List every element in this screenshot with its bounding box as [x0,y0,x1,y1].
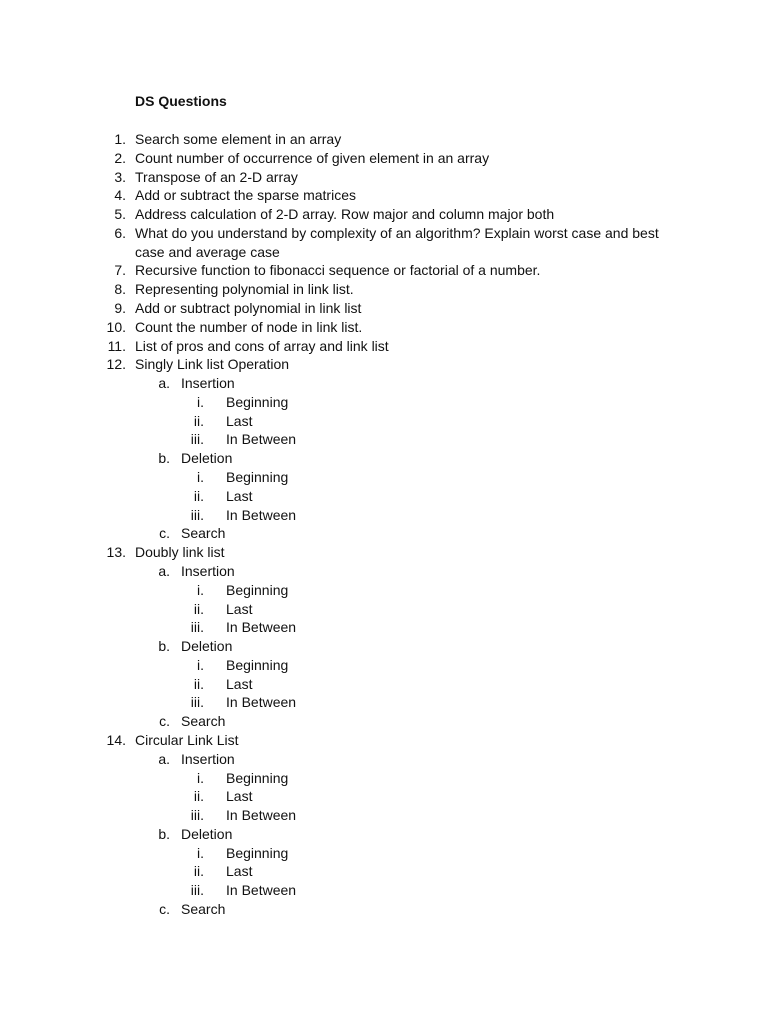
list-item-text: Doubly link list [135,544,225,561]
list-item-text: Beginning [226,844,289,861]
list-marker: ii. [193,412,204,429]
list-marker: 14. [106,731,126,748]
list-item-text: Singly Link list Operation [135,356,290,373]
list-item-text: Count number of occurrence of given element in an array [135,149,490,166]
list-item-text: Insertion [181,562,235,579]
list-marker: i. [197,581,204,598]
list-marker: iii. [190,431,204,448]
list-item-text: Beginning [226,769,289,786]
list-marker: i. [197,469,204,486]
list-marker: ii. [193,788,204,805]
list-item-text: In Between [226,431,297,448]
list-marker: 8. [114,281,126,298]
list-item-text: Beginning [226,393,289,410]
list-marker: iii. [190,807,204,824]
list-marker: i. [197,844,204,861]
list-marker: i. [197,769,204,786]
list-marker: a. [158,375,170,392]
list-marker: b. [158,450,170,467]
list-marker: 12. [106,356,126,373]
list-marker: 11. [107,337,126,354]
document-title: DS Questions [135,93,227,109]
list-marker: ii. [193,487,204,504]
list-item-text: Search [181,713,226,730]
list-marker: 4. [114,187,126,204]
list-item-text: Last [226,487,253,504]
list-marker: iii. [190,619,204,636]
list-marker: ii. [193,863,204,880]
list-item-text: Circular Link List [135,731,239,748]
list-marker: 6. [114,224,126,241]
list-item-text: In Between [226,694,297,711]
list-marker: c. [159,713,170,730]
list-item-text: Last [226,412,253,429]
list-marker: 1. [114,131,126,147]
list-item-text: Add or subtract the sparse matrices [135,187,356,204]
list-marker: 2. [114,149,126,166]
list-item-text: Search [181,900,226,917]
list-marker: a. [158,750,170,767]
list-item-text: Last [226,675,253,692]
list-item-text: In Between [226,619,297,636]
list-marker: iii. [190,506,204,523]
list-item-text: List of pros and cons of array and link list [135,337,389,354]
list-item-text: Deletion [181,450,233,467]
list-marker: 5. [114,206,126,223]
list-marker: 7. [114,262,126,279]
list-marker: iii. [190,694,204,711]
list-marker: a. [158,562,170,579]
list-item-text: Recursive function to fibonacci sequence or factorial of a number. [135,262,541,279]
list-marker: 10. [106,318,126,335]
list-item-text: Insertion [181,375,235,392]
list-item-text: In Between [226,807,297,824]
list-item-text: In Between [226,506,297,523]
list-marker: iii. [190,882,204,899]
list-marker: 9. [114,300,126,317]
list-marker: b. [158,825,170,842]
list-item-text: Beginning [226,581,289,598]
list-marker: 13. [106,544,126,561]
list-marker: c. [159,525,170,542]
list-item-text: Address calculation of 2-D array. Row major and column major both [135,206,555,223]
list-item-text: Last [226,788,253,805]
list-item-text: Insertion [181,750,235,767]
list-item-text: Search [181,525,226,542]
list-marker: b. [158,638,170,655]
list-marker: 3. [114,168,126,185]
list-marker: ii. [193,600,204,617]
list-item-text: case and average case [135,243,280,260]
list-item-text: Search some element in an array [135,131,342,147]
list-item-text: Beginning [226,656,289,673]
list-marker: i. [197,656,204,673]
list-item-text: Deletion [181,638,233,655]
list-item-text: In Between [226,882,297,899]
list-marker: ii. [193,675,204,692]
list-item-text: Deletion [181,825,233,842]
list-item-text: Add or subtract polynomial in link list [135,300,362,317]
list-item-text: Representing polynomial in link list. [135,281,354,298]
list-item-text: Transpose of an 2-D array [135,168,298,185]
list-item-text: Last [226,863,253,880]
list-marker: c. [159,900,170,917]
list-item-text: Count the number of node in link list. [135,318,363,335]
list-item-text: Last [226,600,253,617]
list-item-text: What do you understand by complexity of an algorithm? Explain worst case and best [135,224,659,241]
list-marker: i. [197,393,204,410]
list-item-text: Beginning [226,469,289,486]
